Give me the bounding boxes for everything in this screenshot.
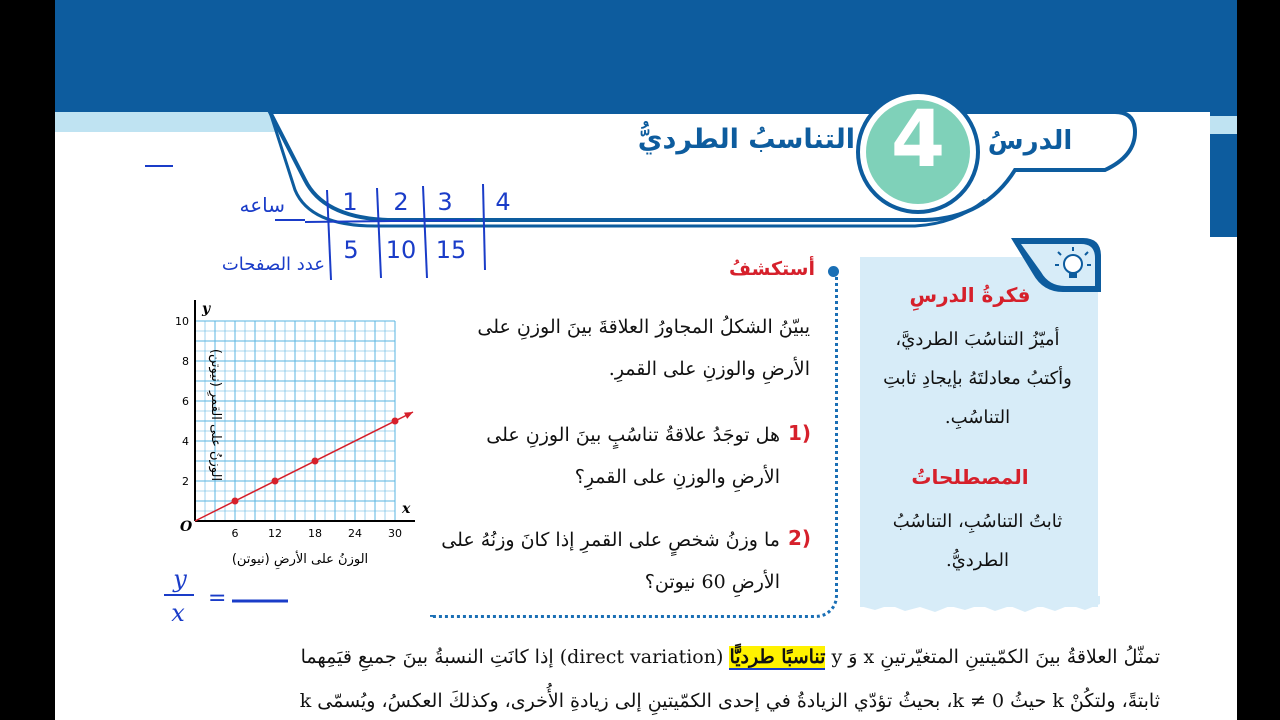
proportion-line — [195, 412, 413, 521]
explore-bullet — [828, 266, 839, 277]
row2-cell: 10 — [385, 236, 417, 264]
table-vline — [483, 184, 485, 270]
origin-label: O — [180, 519, 193, 535]
y-tick-label: 2 — [182, 475, 189, 488]
explore-title: أستكشفُ — [729, 258, 815, 280]
textbook-page — [55, 0, 1237, 720]
terms-line-2: الطرديُّ. — [945, 550, 1009, 571]
row2-label: عدد الصفحات — [221, 254, 325, 275]
question-1-line-1: هل توجَدُ علاقةُ تناسُبٍ بينَ الوزنِ على — [486, 424, 780, 446]
definition-text-b: (direct variation) إذا كانَتِ النسبةُ بينَ جميعِ قيَمِهما — [300, 646, 724, 668]
terms-title: المصطلحاتُ — [911, 465, 1029, 489]
y-tick-label: 6 — [182, 395, 189, 408]
data-point — [272, 478, 279, 485]
question-1-line-2: الأرضِ والوزنِ على القمرِ؟ — [574, 466, 780, 488]
weight-graph — [150, 295, 440, 575]
ratio-numerator: y — [173, 565, 187, 593]
header-band — [55, 0, 1237, 112]
x-axis-var: x — [402, 501, 411, 517]
idea-title: فكرةُ الدرسِ — [909, 283, 1031, 307]
question-2-number: 2) — [788, 526, 812, 550]
table-vline — [377, 188, 381, 278]
x-tick-label: 18 — [308, 527, 322, 540]
table-vline — [327, 190, 331, 280]
definition-line-1 — [160, 646, 1160, 668]
x-tick-label: 12 — [268, 527, 282, 540]
question-1-number: 1) — [788, 421, 812, 445]
table-hline — [305, 220, 475, 222]
idea-line-2: وأكتبُ معادلتَهُ بإيجادِ ثابتِ — [883, 368, 1072, 389]
handwritten-ratio — [150, 565, 300, 635]
handwritten-table — [145, 160, 511, 285]
x-tick-label: 24 — [348, 527, 362, 540]
table-vline — [423, 186, 427, 278]
y-tick-labels — [175, 315, 189, 488]
y-tick-label: 4 — [182, 435, 189, 448]
row1-label: ساعه — [239, 193, 285, 217]
definition-line-2: ثابتةً، ولتكُنْ k حيثُ k ≠ 0، بحيثُ تؤدّي الزيادةُ في إحدى الكمّيتينِ إلى زيادةِ الأُخرى، وكذلكَ العكسُ، ويُسمّى k — [299, 690, 1160, 712]
row1-cell: 2 — [393, 188, 409, 216]
ratio-denominator: x — [171, 599, 185, 627]
lesson-label: الدرسُ — [987, 126, 1073, 156]
lesson-title: التناسبُ الطرديُّ — [637, 124, 855, 155]
question-2-line-2: الأرضِ 60 نيوتن؟ — [644, 571, 780, 593]
intro-line-1: يبيّنُ الشكلُ المجاورُ العلاقةَ بينَ الوزنِ على — [477, 316, 810, 338]
data-point — [312, 458, 319, 465]
row1-cell: 1 — [342, 188, 358, 216]
lesson-number: 4 — [890, 95, 946, 185]
data-point — [232, 498, 239, 505]
graph-grid — [195, 321, 395, 521]
row1-cell: 3 — [437, 188, 453, 216]
series-line — [195, 412, 413, 521]
x-tick-labels — [232, 527, 403, 540]
row1-cell: 4 — [495, 188, 511, 216]
x-tick-label: 30 — [388, 527, 402, 540]
intro-line-2: الأرضِ والوزنِ على القمرِ. — [608, 358, 810, 380]
torn-edge — [860, 596, 1100, 616]
question-2-line-1: ما وزنُ شخصٍ على القمرِ إذا كانَ وزنُهُ على — [441, 529, 780, 551]
y-axis-title: الوزنُ على القمرِ (نيوتن) — [208, 348, 223, 482]
x-tick-label: 6 — [231, 527, 239, 540]
row2-cell: 15 — [435, 236, 467, 264]
row2-cell: 5 — [343, 236, 359, 264]
y-tick-label: 10 — [175, 315, 189, 328]
terms-line-1: ثابتُ التناسُبِ، التناسُبُ — [892, 511, 1063, 532]
y-axis-var: y — [202, 301, 211, 317]
highlighted-term: تناسبًا طرديًّا — [729, 646, 826, 668]
data-point — [392, 418, 399, 425]
ratio-equals: = — [208, 586, 227, 611]
definition-text-a: تمثّلُ العلاقةُ بينَ الكمّيتينِ المتغيّرتينِ x وَ y — [831, 646, 1160, 668]
idea-line-1: أميّزُ التناسُبَ الطرديَّ، — [895, 329, 1060, 350]
idea-line-3: التناسُبِ. — [944, 407, 1011, 428]
y-tick-label: 8 — [182, 355, 189, 368]
x-axis-title: الوزنُ على الأرضِ (نيوتن) — [231, 552, 369, 567]
